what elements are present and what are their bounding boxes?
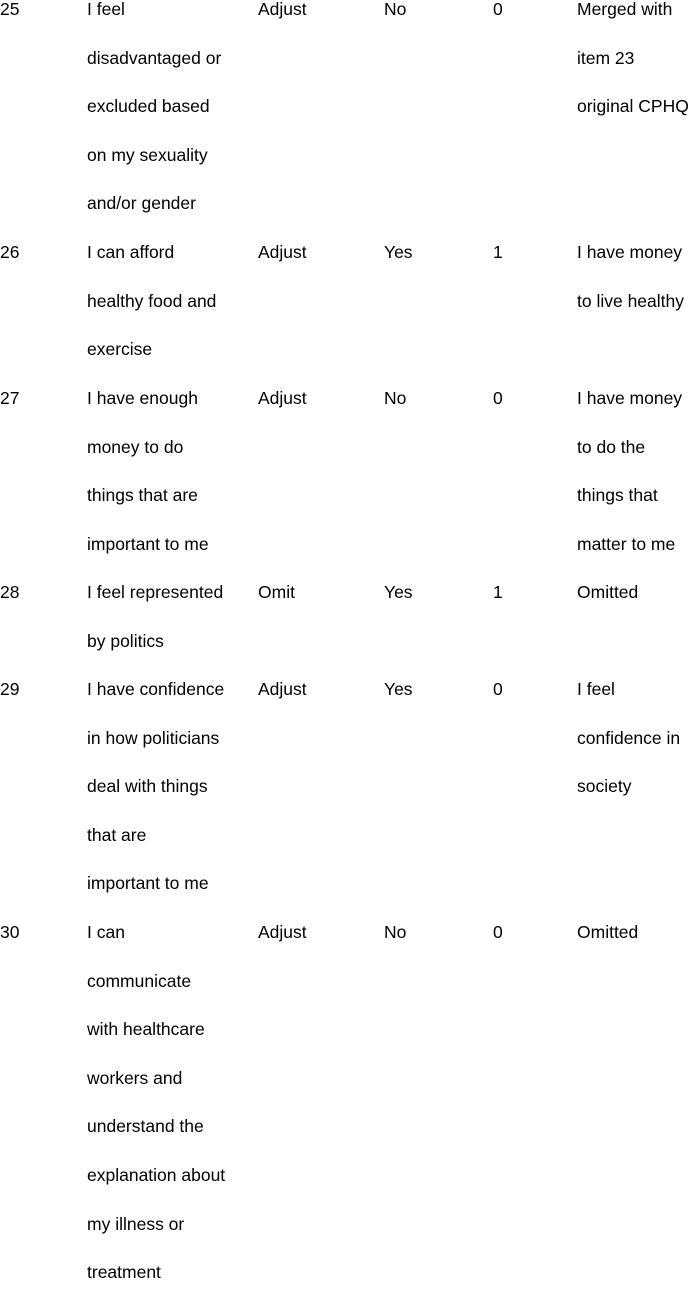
action-cell: Adjust bbox=[258, 242, 307, 262]
item-text-line: communicate bbox=[87, 970, 192, 991]
item-text-line: healthy food and bbox=[87, 290, 217, 311]
item-text-cell bbox=[87, 374, 209, 568]
item-text-line: on my sexuality bbox=[87, 144, 208, 165]
action-cell: Omit bbox=[258, 582, 295, 602]
score-cell: 1 bbox=[493, 582, 503, 602]
final-item-cell bbox=[577, 0, 689, 131]
item-text-line: exercise bbox=[87, 339, 153, 360]
item-text-line: and/or gender bbox=[87, 193, 196, 214]
yes-no-cell: Yes bbox=[384, 582, 413, 602]
final-item-line: things that bbox=[577, 485, 658, 506]
item-number-cell: 26 bbox=[0, 242, 20, 262]
item-text-line: explanation about bbox=[87, 1164, 226, 1185]
item-text-line: I feel represented bbox=[87, 582, 224, 602]
action-cell: Adjust bbox=[258, 922, 307, 942]
item-text-cell bbox=[87, 665, 224, 908]
item-text-cell bbox=[87, 228, 216, 374]
item-text-line: in how politicians bbox=[87, 727, 220, 748]
item-text-line: I have enough bbox=[87, 388, 198, 408]
final-item-cell bbox=[577, 374, 682, 568]
item-text-line: important to me bbox=[87, 873, 209, 894]
final-item-line: I have money bbox=[577, 388, 683, 408]
item-text-line: treatment bbox=[87, 1262, 161, 1283]
score-cell: 0 bbox=[493, 679, 503, 699]
item-number-cell: 25 bbox=[0, 0, 20, 19]
item-text-cell bbox=[87, 908, 225, 1297]
item-number-cell: 29 bbox=[0, 679, 20, 699]
final-item-line: Omitted bbox=[577, 922, 639, 942]
item-text-line: understand the bbox=[87, 1116, 204, 1137]
final-item-line: item 23 bbox=[577, 47, 635, 68]
item-text-line: I can bbox=[87, 922, 125, 942]
item-number-cell: 30 bbox=[0, 922, 20, 942]
item-text-line: that are bbox=[87, 824, 147, 845]
final-item-line: Merged with bbox=[577, 0, 673, 19]
final-item-line: confidence in bbox=[577, 727, 681, 748]
final-item-line: Omitted bbox=[577, 582, 639, 602]
item-number-cell: 28 bbox=[0, 582, 20, 602]
item-text-line: things that are bbox=[87, 485, 198, 506]
item-text-cell bbox=[87, 0, 221, 228]
final-item-line: society bbox=[577, 776, 632, 797]
yes-no-cell: No bbox=[384, 0, 407, 19]
final-item-cell bbox=[577, 228, 684, 325]
final-item-line: I feel bbox=[577, 679, 615, 699]
score-cell: 1 bbox=[493, 242, 503, 262]
item-text-line: by politics bbox=[87, 630, 164, 651]
final-item-line: to live healthy bbox=[577, 290, 685, 311]
item-text-line: with healthcare bbox=[87, 1019, 205, 1040]
yes-no-cell: No bbox=[384, 388, 407, 408]
yes-no-cell: No bbox=[384, 922, 407, 942]
final-item-cell bbox=[577, 568, 638, 617]
action-cell: Adjust bbox=[258, 679, 307, 699]
item-text-line: important to me bbox=[87, 533, 209, 554]
item-text-cell bbox=[87, 568, 223, 665]
item-text-line: workers and bbox=[87, 1067, 183, 1088]
final-item-line: matter to me bbox=[577, 533, 676, 554]
item-text-line: I have confidence bbox=[87, 679, 225, 699]
final-item-line: to do the bbox=[577, 436, 646, 457]
final-item-line: I have money bbox=[577, 242, 683, 262]
item-text-line: money to do bbox=[87, 436, 184, 457]
yes-no-cell: Yes bbox=[384, 242, 413, 262]
yes-no-cell: Yes bbox=[384, 679, 413, 699]
item-text-line: deal with things bbox=[87, 776, 208, 797]
item-text-line: I can afford bbox=[87, 242, 175, 262]
final-item-line: original CPHQ bbox=[577, 96, 689, 117]
action-cell: Adjust bbox=[258, 388, 307, 408]
item-text-line: excluded based bbox=[87, 96, 210, 117]
action-cell: Adjust bbox=[258, 0, 307, 19]
score-cell: 0 bbox=[493, 388, 503, 408]
score-cell: 0 bbox=[493, 0, 503, 19]
final-item-cell bbox=[577, 665, 680, 811]
item-text-line: disadvantaged or bbox=[87, 47, 222, 68]
score-cell: 0 bbox=[493, 922, 503, 942]
item-text-line: I feel bbox=[87, 0, 125, 19]
item-number-cell: 27 bbox=[0, 388, 20, 408]
final-item-cell bbox=[577, 908, 638, 957]
item-text-line: my illness or bbox=[87, 1213, 185, 1234]
